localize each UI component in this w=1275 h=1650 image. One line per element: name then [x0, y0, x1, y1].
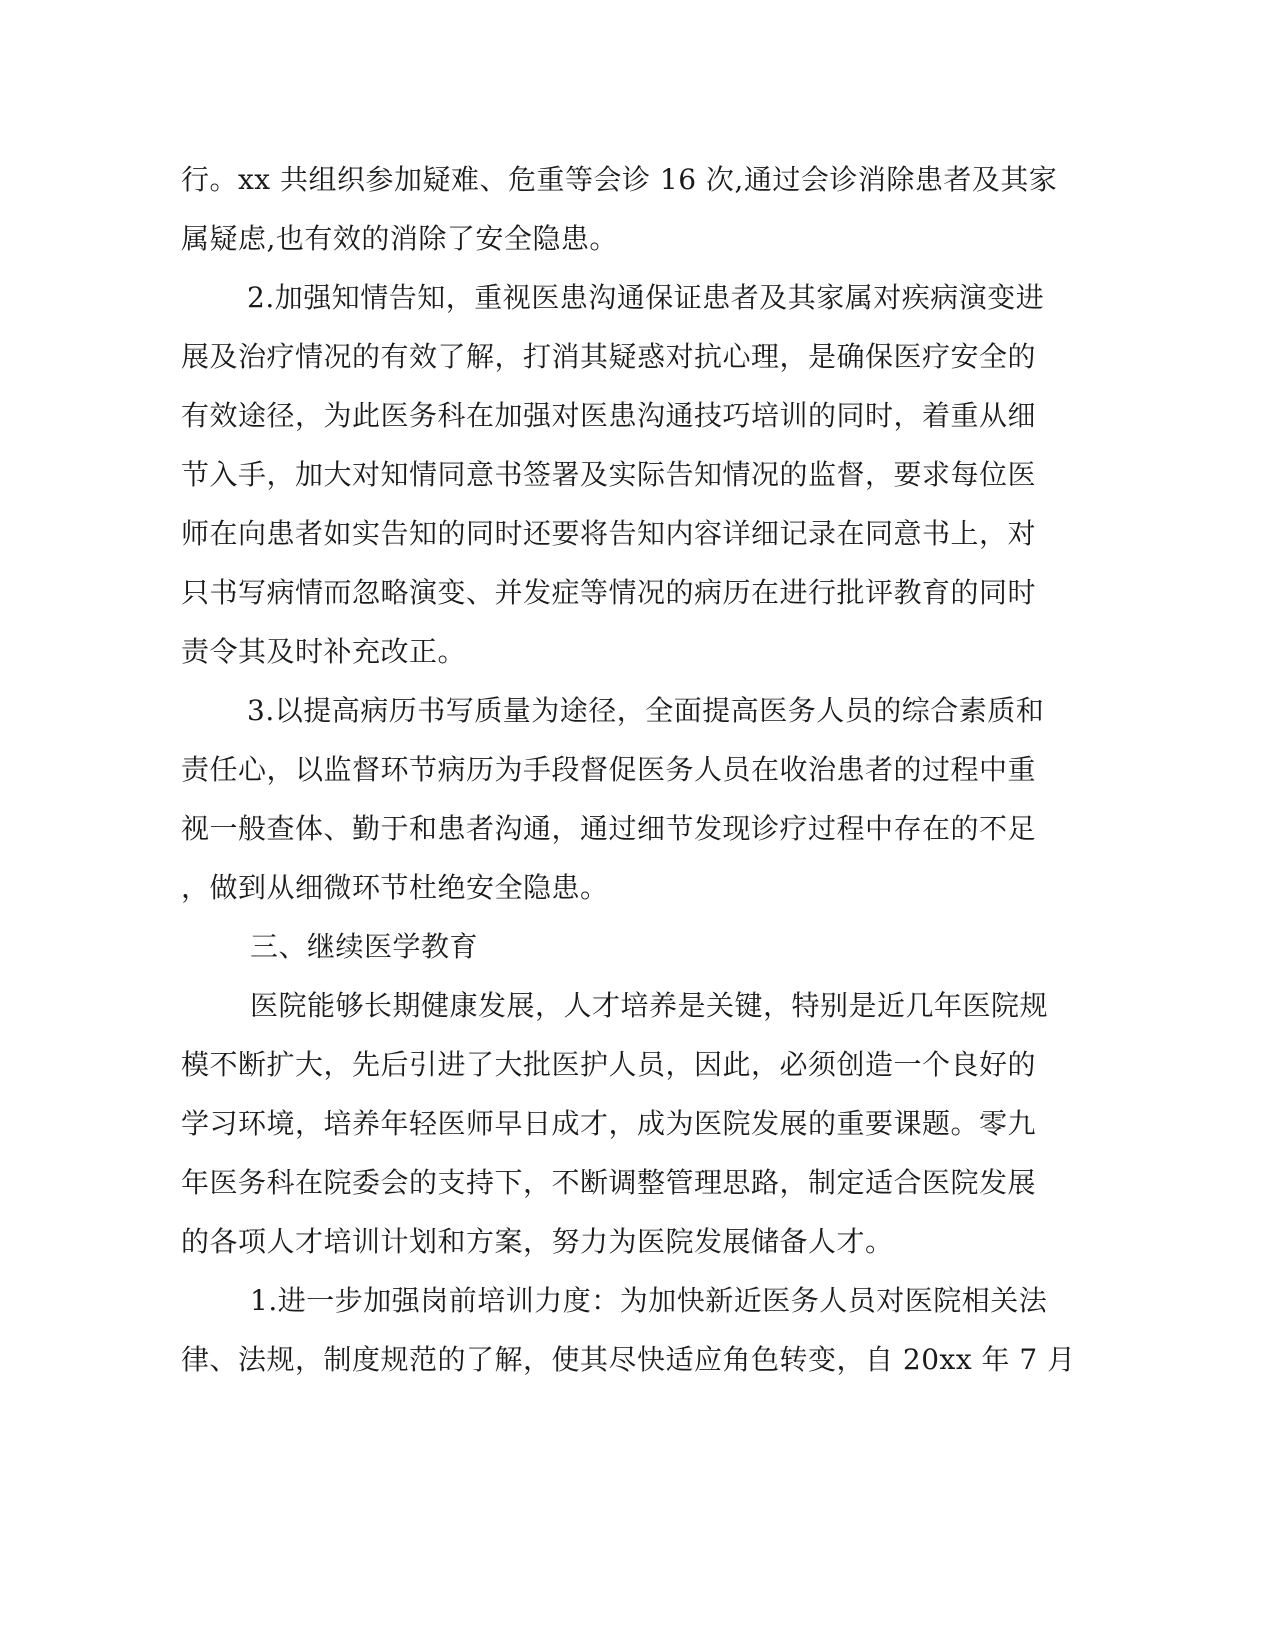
- text-line: 年医务科在院委会的支持下，不断调整管理思路，制定适合医院发展: [181, 1166, 1037, 1199]
- text-line: 模不断扩大，先后引进了大批医护人员，因此，必须创造一个良好的: [181, 1048, 1037, 1081]
- text-line: 只书写病情而忽略演变、并发症等情况的病历在进行批评教育的同时: [181, 576, 1037, 609]
- text-line: 3.以提高病历书写质量为途径，全面提高医务人员的综合素质和: [247, 694, 1045, 727]
- text-line: 责令其及时补充改正。: [181, 635, 467, 668]
- text-line: 律、法规，制度规范的了解，使其尽快适应角色转变，自 20xx 年 7 月: [181, 1343, 1076, 1376]
- text-line: 节入手，加大对知情同意书签署及实际告知情况的监督，要求每位医: [181, 458, 1037, 491]
- text-line: 医院能够长期健康发展，人才培养是关键，特别是近几年医院规: [250, 989, 1049, 1022]
- text-line: 展及治疗情况的有效了解，打消其疑惑对抗心理，是确保医疗安全的: [181, 340, 1037, 373]
- text-line: ，做到从细微环节杜绝安全隐患。: [181, 871, 609, 904]
- text-line: 师在向患者如实告知的同时还要将告知内容详细记录在同意书上，对: [181, 517, 1037, 550]
- text-line: 属疑虑,也有效的消除了安全隐患。: [181, 222, 618, 255]
- section-heading: 三、继续医学教育: [250, 930, 479, 963]
- text-line: 的各项人才培训计划和方案，努力为医院发展储备人才。: [181, 1225, 894, 1258]
- text-line: 视一般查体、勤于和患者沟通，通过细节发现诊疗过程中存在的不足: [181, 812, 1037, 845]
- text-line: 行。xx 共组织参加疑难、危重等会诊 16 次,通过会诊消除患者及其家: [181, 163, 1058, 196]
- text-line: 2.加强知情告知，重视医患沟通保证患者及其家属对疾病演变进: [247, 281, 1045, 314]
- text-line: 有效途径，为此医务科在加强对医患沟通技巧培训的同时，着重从细: [181, 399, 1037, 432]
- text-line: 1.进一步加强岗前培训力度：为加快新近医务人员对医院相关法: [250, 1284, 1048, 1317]
- text-line: 责任心，以监督环节病历为手段督促医务人员在收治患者的过程中重: [181, 753, 1037, 786]
- text-line: 学习环境，培养年轻医师早日成才，成为医院发展的重要课题。零九: [181, 1107, 1037, 1140]
